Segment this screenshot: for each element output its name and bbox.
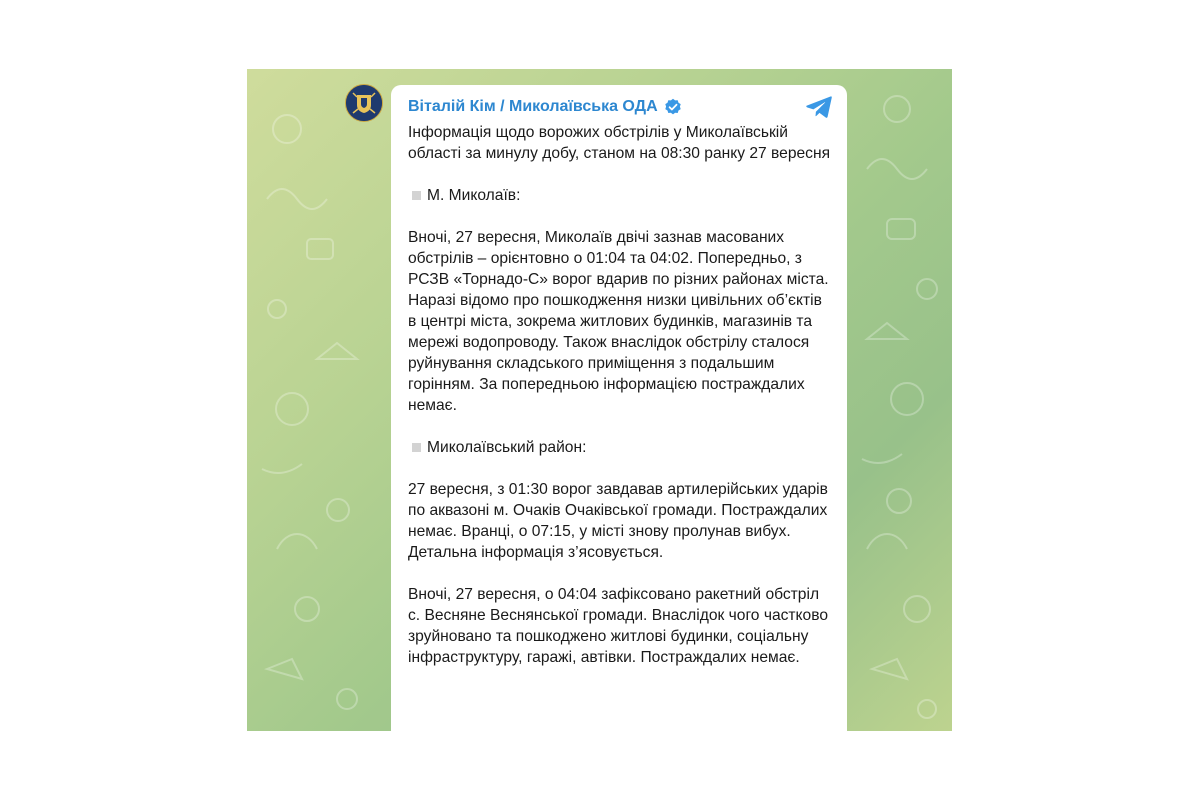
channel-avatar[interactable] [345, 84, 383, 122]
message-bubble [391, 85, 847, 731]
bullet-square-icon [412, 191, 421, 200]
section-heading-district: Миколаївський район: [408, 437, 831, 458]
coat-of-arms-icon [346, 85, 382, 121]
channel-name-link[interactable]: Віталій Кім / Миколаївська ОДА [408, 98, 658, 115]
message-text [408, 122, 831, 668]
section-paragraph-mykolaiv: Вночі, 27 вересня, Миколаїв двічі зазнав масованих обстрілів – орієнтовно о 01:04 та 04:02. Попередньо, з РСЗВ «Торнадо-С» ворог вдарив по різних районах міста. Наразі відомо про пошкодження низки цивільних об’єктів в центрі міста, зокрема житлових будинків, магазинів та мережі водопроводу. Також внаслідок обстрілу сталося руйнування складського приміщення з подальшим горінням. За попередньою інформацією постраждалих немає. [408, 229, 829, 414]
section-paragraph-vesniane: Вночі, 27 вересня, о 04:04 зафіксовано ракетний обстріл с. Весняне Веснянської громади. Внаслідок чого частково зруйновано та пошкоджено житлові будинки, соціальну інфраструктуру, гаражі, автівки. Постраждалих немає. [408, 586, 829, 666]
intro-paragraph: Інформація щодо ворожих обстрілів у Миколаївській області за минулу добу, станом на 08:30 ранку 27 вересня [408, 124, 831, 162]
section-heading-mykolaiv: М. Миколаїв: [408, 185, 831, 206]
section-paragraph-ochakiv: 27 вересня, з 01:30 ворог завдавав артилерійських ударів по аквазоні м. Очаків Очаківської громади. Постраждалих немає. Вранці, о 07:15, у місті знову пролунав вибух. Детальна інформація з’ясовується. [408, 481, 828, 561]
verified-badge-icon [664, 98, 682, 116]
telegram-icon[interactable] [805, 95, 833, 119]
channel-header [408, 96, 831, 118]
chat-background [247, 69, 952, 731]
bullet-square-icon [412, 443, 421, 452]
